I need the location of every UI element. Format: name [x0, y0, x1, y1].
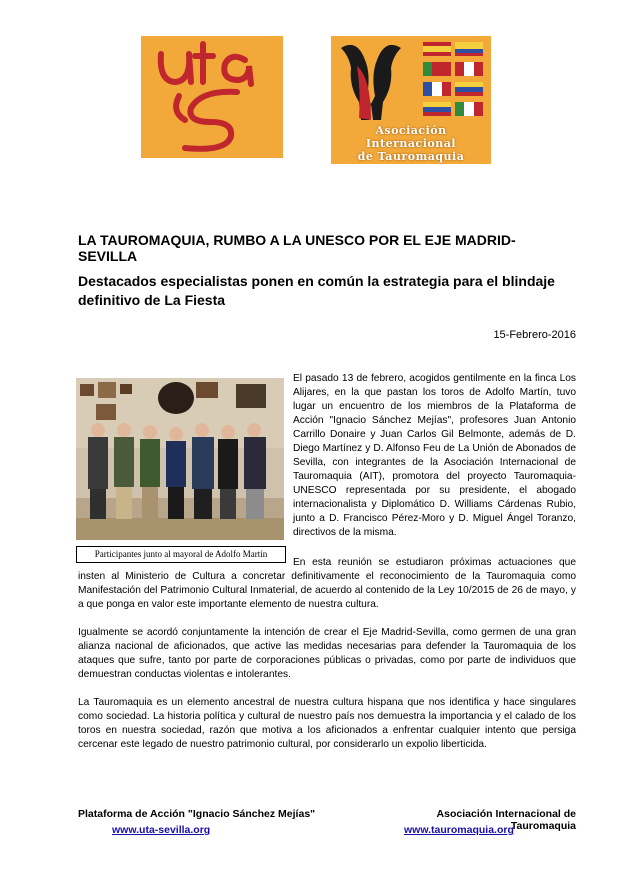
footer-right-name: Asociación Internacional de Tauromaquia: [436, 808, 576, 832]
paragraph-4: La Tauromaquia es un elemento ancestral de nuestra cultura hispana que nos identifica y hace singulares como sociedad. La historia política y cultural de nuestro país nos demuestra la importancia y el calado de los toros en nuestra sociedad, razón que motiva a los aficionados a enfrentar cualquier intento que persiga cercenar este legado de nuestro patrimonio cultural, por considerarlo un expolio liberticida.: [78, 697, 576, 750]
footer-right-link[interactable]: www.tauromaquia.org: [404, 824, 514, 836]
uta-logo: [141, 36, 283, 158]
ait-logo-line3: de Tauromaquia: [357, 150, 465, 163]
footer-left-link[interactable]: www.uta-sevilla.org: [112, 824, 211, 836]
article-date: 15-Febrero-2016: [493, 329, 576, 341]
paragraph-1: El pasado 13 de febrero, acogidos gentilmente en la finca Los Alijares, en la que pastan los toros de Adolfo Martín, tuvo lugar un encuentro de los miembros de la Plataforma de Acción "Ignacio Sánchez Mejías", profesores Juan Antonio Carrillo Donaire y Juan Carlos Gil Belmonte, además de D. Diego Martínez y D. Alfonso Feu de La Unión de Abonados de Sevilla, con integrantes de la Asociación Internacional de Tauromaquia (AIT), promotora del proyecto Tauromaquia-UNESCO representada por su presidente, el abogado internacionalista y Diplomático D. Williams Cárdenas Rubio, junto a D. Francisco Pérez-Moro y D. Miguel Ángel Toranzo, directivos de la misma.: [293, 373, 576, 538]
ait-logo: [331, 36, 491, 164]
article-title: LA TAUROMAQUIA, RUMBO A LA UNESCO POR EL EJE MADRID-SEVILLA: [78, 232, 516, 264]
group-photo: [76, 378, 284, 540]
article-subtitle: Destacados especialistas ponen en común la estrategia para el blindaje definitivo de La Fiesta: [78, 273, 555, 308]
footer-left-name: Plataforma de Acción "Ignacio Sánchez Mejías": [78, 808, 316, 820]
ait-logo-line2: Internacional: [365, 137, 457, 150]
ait-logo-line1: Asociación: [375, 124, 447, 137]
paragraph-3: Igualmente se acordó conjuntamente la intención de crear el Eje Madrid-Sevilla, como germen de una gran alianza nacional de aficionados, que active las medidas necesarias para defender la Tauromaquia de los ataques que sufre, tanto por parte de corporaciones públicas o privadas, como por parte de individuos que demuestran conductas violentas e intolerantes.: [78, 627, 576, 680]
paragraph-2: En esta reunión se estudiaron próximas actuaciones que insten al Ministerio de Cultura a concretar definitivamente el reconocimiento de la Tauromaquia como Manifestación del Patrimonio Cultural Inmaterial, de acuerdo al contenido de la Ley 10/2015 de 26 de mayo, y a que ponga en valor este importante elemento de nuestra cultura.: [78, 557, 576, 610]
photo-caption: Participantes junto al mayoral de Adolfo Martín: [76, 546, 286, 563]
